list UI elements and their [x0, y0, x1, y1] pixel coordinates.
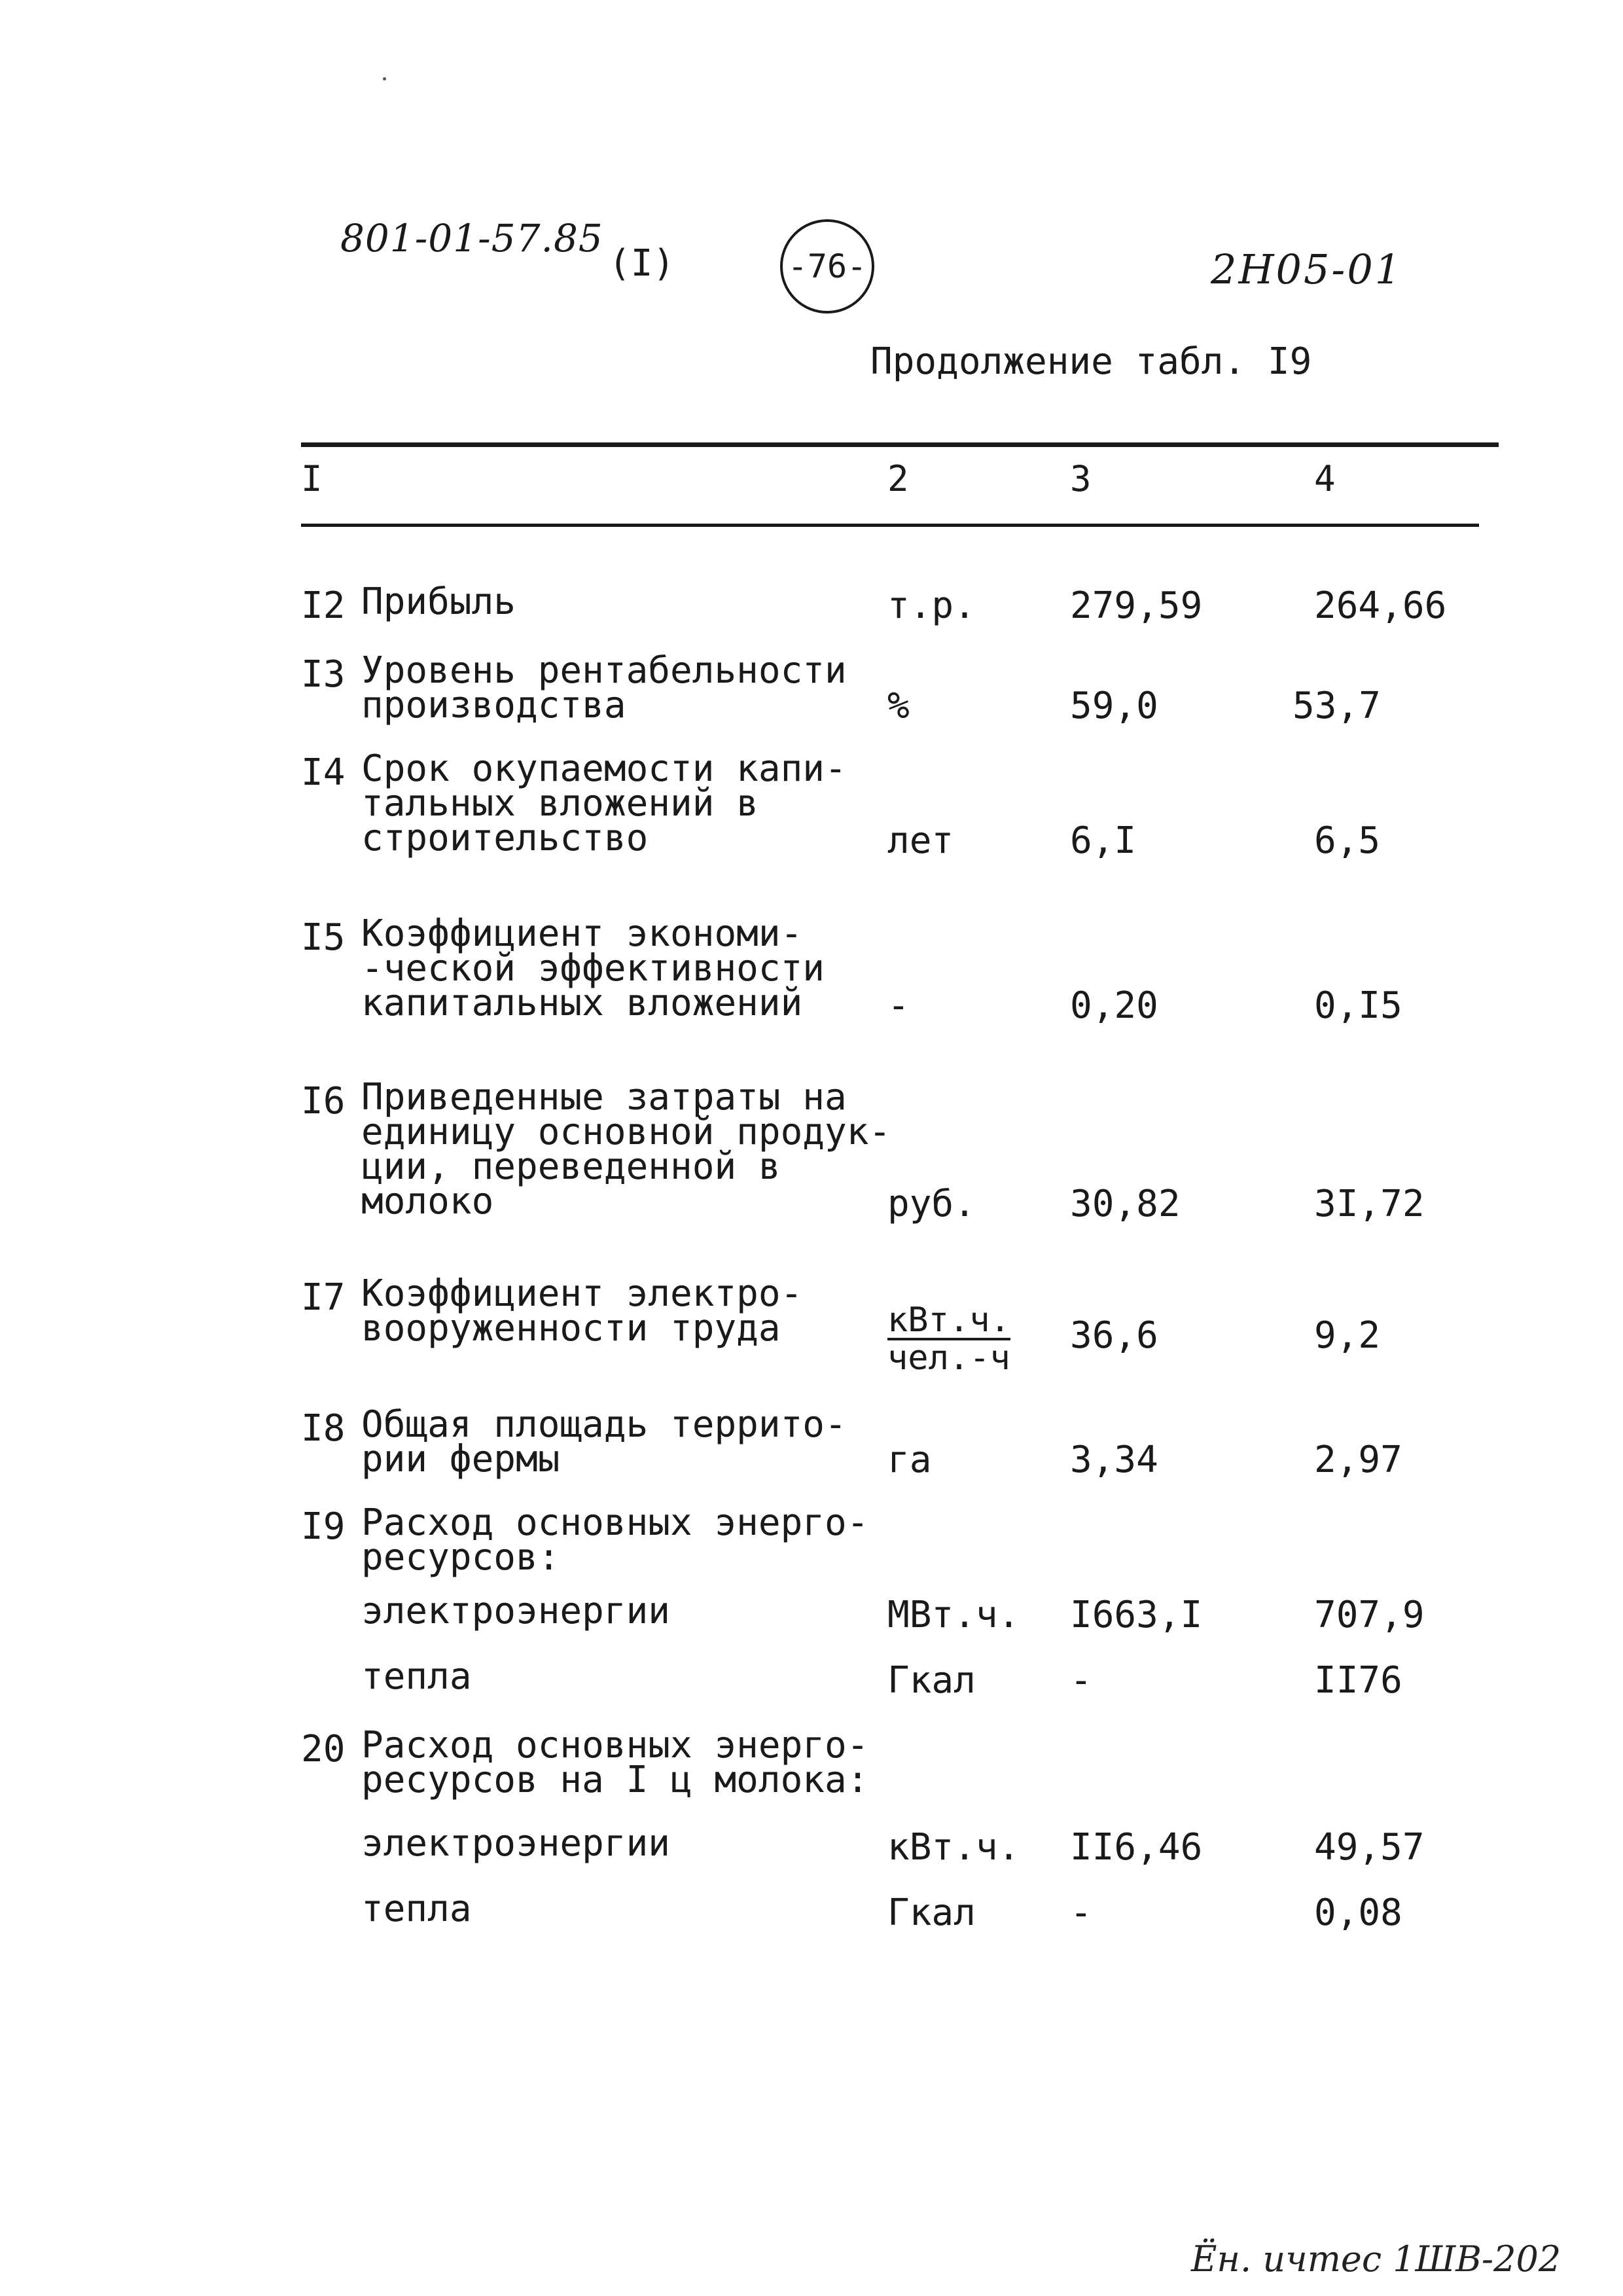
- handwritten-signature: Ён. ичтес 1ШВ-202: [1191, 2238, 1561, 2280]
- row-unit: %: [887, 685, 910, 727]
- row-name: тепла: [361, 1655, 472, 1698]
- row-unit: лет: [887, 819, 954, 862]
- row-number: I9: [301, 1505, 346, 1548]
- table-continuation-title: Продолжение табл. I9: [870, 340, 1312, 383]
- unit-numerator: кВт.ч.: [887, 1300, 1010, 1340]
- row-value-3: 279,59: [1070, 584, 1203, 627]
- row-name: Расход основных энерго- ресурсов:: [361, 1501, 869, 1579]
- row-name: тепла: [361, 1888, 472, 1930]
- row-value-3: I663,I: [1070, 1594, 1203, 1636]
- column-header-3: 3: [1070, 458, 1092, 499]
- row-value-4: 6,5: [1314, 819, 1381, 862]
- row-name: Расход основных энерго- ресурсов на I ц молока:: [361, 1724, 869, 1801]
- row-name: Уровень рентабельности производства: [361, 649, 847, 726]
- row-number: I7: [301, 1276, 346, 1319]
- sheet-number: (I): [609, 242, 675, 285]
- row-number: 20: [301, 1728, 346, 1770]
- table-top-rule: [301, 442, 1499, 447]
- row-number: I8: [301, 1407, 346, 1450]
- row-value-3: 3,34: [1070, 1439, 1158, 1481]
- row-unit: кВт.ч.: [887, 1826, 1020, 1869]
- row-unit: т.р.: [887, 584, 976, 627]
- row-name: Коэффициент электро- вооруженности труда: [361, 1272, 803, 1350]
- row-value-4: 2,97: [1314, 1439, 1402, 1481]
- row-value-3: 59,0: [1070, 685, 1158, 727]
- row-value-3: 0,20: [1070, 984, 1158, 1027]
- row-value-4: 3I,72: [1314, 1183, 1425, 1225]
- row-number: I4: [301, 751, 346, 794]
- row-number: I5: [301, 916, 346, 959]
- row-number: I2: [301, 584, 346, 627]
- row-value-4: 53,7: [1293, 685, 1381, 727]
- column-header-2: 2: [887, 458, 909, 499]
- row-value-3: 6,I: [1070, 819, 1137, 862]
- project-code: 2Н05-01: [1211, 245, 1403, 293]
- document-code: 801-01-57.85: [340, 216, 603, 260]
- row-value-4: 264,66: [1314, 584, 1447, 627]
- row-name: электроэнергии: [361, 1822, 671, 1865]
- row-value-4: 49,57: [1314, 1826, 1425, 1869]
- row-name: Срок окупаемости капи- тальных вложений в строительство: [361, 747, 847, 859]
- row-value-3: 36,6: [1070, 1314, 1158, 1357]
- row-unit: Гкал: [887, 1892, 976, 1934]
- page-number-circle: [780, 219, 874, 314]
- row-number: I6: [301, 1080, 346, 1122]
- row-value-4: II76: [1314, 1659, 1402, 1702]
- row-unit: Гкал: [887, 1659, 976, 1702]
- row-value-4: 0,08: [1314, 1892, 1402, 1934]
- row-unit: МВт.ч.: [887, 1594, 1020, 1636]
- page-number: -76-: [787, 247, 867, 285]
- row-name: Коэффициент экономи- -ческой эффективности капитальных вложений: [361, 912, 825, 1024]
- row-name: Приведенные затраты на единицу основной продук- ции, переведенной в молоко: [361, 1076, 891, 1223]
- row-value-3: -: [1070, 1892, 1092, 1934]
- row-name: Прибыль: [361, 581, 516, 623]
- row-name: электроэнергии: [361, 1590, 671, 1632]
- column-header-1: I: [301, 458, 323, 499]
- row-value-3: II6,46: [1070, 1826, 1203, 1869]
- row-unit-fraction: [887, 1300, 1010, 1378]
- row-value-3: -: [1070, 1659, 1092, 1702]
- row-name: Общая площадь террито- рии фермы: [361, 1403, 847, 1480]
- row-unit: -: [887, 984, 910, 1027]
- scan-speck: [383, 77, 386, 81]
- row-unit: руб.: [887, 1183, 976, 1225]
- unit-denominator: чел.-ч: [887, 1338, 1010, 1378]
- row-unit: га: [887, 1439, 932, 1481]
- table-header-rule: [301, 524, 1479, 527]
- row-value-3: 30,82: [1070, 1183, 1181, 1225]
- row-value-4: 9,2: [1314, 1314, 1381, 1357]
- row-value-4: 707,9: [1314, 1594, 1425, 1636]
- row-value-4: 0,I5: [1314, 984, 1402, 1027]
- row-number: I3: [301, 653, 346, 696]
- column-header-4: 4: [1314, 458, 1336, 499]
